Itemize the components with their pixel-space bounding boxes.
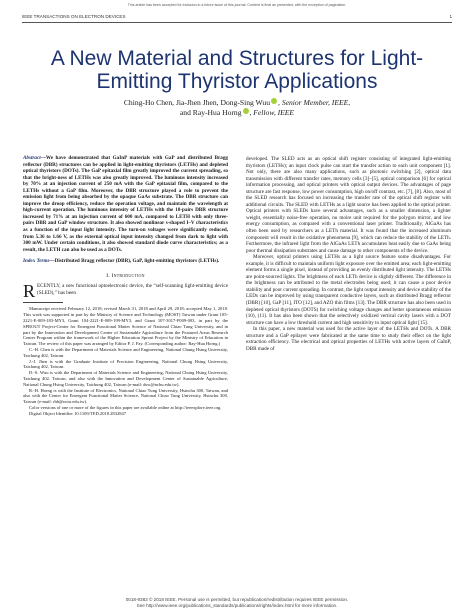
section-heading-introduction: I. Introduction [106, 272, 145, 279]
copyright-line-2: See http://www.ieee.org/publications_standards/publications/rights/index.html for more information. [136, 603, 338, 608]
author-list [22, 98, 452, 118]
paper-title: A New Material and Structures for Light-Emitting Thyristor Applications [50, 47, 424, 93]
drop-cap: R [23, 281, 36, 302]
abstract [23, 155, 228, 253]
orcid-icon[interactable] [271, 98, 277, 104]
footnote-divider [23, 302, 63, 303]
author-line-1 [22, 98, 452, 108]
author-line-2 [22, 108, 452, 118]
copyright-line-1: 0018-9383 © 2018 IEEE. Personal use is permitted, but republication/redistribution requires IEEE permission. [125, 597, 349, 602]
intro-paragraph [23, 281, 228, 302]
footnote-doi: Digital Object Identifier 10.1109/TED.2018.2832847 [29, 410, 127, 416]
running-header [22, 12, 452, 23]
footnote-author-wuu: D.-S. Wuu is with the Department of Materials Science and Engineering, National Chung Hsing University, Taichung 402, Taiwan, and also with the Innovation and Development Center of Sustainable Agriculture, National Chung Hsing University, Taichung 402, Taiwan (e-mail: dsw@nchu.edu.tw). [23, 370, 228, 387]
body-paragraph: developed. The SLED acts as an optical shift register consisting of integrated light-emitting thyristors (LETHs); an input clock pulse can start the transfer action to each unit component [1]. Not only, there are also many applications, such as photonic switching [2], optical data transmission with different transfer rates, memory cells [3]–[5], optical comparison [6] for optical information processing, and optical printers with optical output devices. The advantages of page structure are fast response, low power consumption, high on/off contrast, etc. [7], [8]. Also, most of the SLED research has focused on increasing the transfer rate of the optical shift register with additional circuits. The SLED with LETHs as a light source has been applied to the optical printer. Optical printers with SLEDs have several advantages, such as a smaller dimension, a lighter weight, essentially noise-free operation, no moire unit required for the polygon mirror, and low energy consumption, as compared with a conventional laser printer. Traditionally, AlGaAs has often been used by researchers as a LETh material. It was found that the increased aluminum component will result in the oxidative phenomena [9], which can reduce the stability of the LETh. Furthermore, the infrared light from the AlGaAs LETh accumulates heat easily due to GaAs being poor thermal dissipation substrates and cause damage to other components of the device. [246, 156, 451, 254]
author-names-2: and Ray-Hua Horng [179, 108, 242, 117]
acceptance-note: This article has been accepted for inclusion in a future issue of this journal. Content is final as presented, with the exception of pagination. [127, 3, 347, 7]
body-paragraph: In this paper, a new material was used for the active layer of the LETHs and DOTs. A DBR structure and a GaP epilayer were fabricated at the same time to study their effect on the light extraction efficiency. The electrical and optical properties of LETHs with active layers of GaInP, DBR made of [246, 326, 451, 352]
footnote-manuscript: Manuscript received February 12, 2018; revised March 31, 2018 and April 29, 2018; accepted May 1, 2018. This work was supported in part by the Ministry of Science and Technology (MOST) Taiwan under Grant 105-2221-E-009-183-MY3, Grant 104-2221-E-009-199-MY3, and Grant 107-3017-F009-003, in part by the SPROUT Project-Center for Emergent Functional Matter Science of National Chiao Tung University, and in part by the Innovation and Development Center of Sustainable Agriculture from the Featured Areas Research Center Program within the framework of the Higher Education Sprout Project by the Ministry of Education in Taiwan. The review of this paper was arranged by Editor P. J. Fay. (Corresponding author: Ray-Hua Horng.) [23, 306, 228, 347]
author-affil-1: , Senior Member, IEEE, [278, 98, 351, 107]
left-column [23, 155, 228, 417]
intro-text: a new functional optoelectronic device, the “self-scanning light-emitting device (SLED),” has been [37, 283, 228, 296]
page-number: 1 [449, 14, 452, 19]
journal-name: IEEE TRANSACTIONS ON ELECTRON DEVICES [22, 14, 126, 19]
footnote-author-jhen: J.-J. Jhen is with the Graduate Institute of Precision Engineering, National Chung Hsing University, Taichung 402, Taiwan. [23, 358, 228, 370]
footnote-author-chen: C.-H. Chen is with the Department of Materials Science and Engineering, National Chung Hsing University, Taichung 402, Taiwan. [23, 346, 228, 358]
body-paragraph: Moreover, optical printers using LETHs as a light source feature some disadvantages. For example, it is difficult to maintain uniform light exposure over the emitted area; each light-emitting element forms a single pixel, instead of providing an evenly distributed light intensity. The LETHs are point-sourced lights. The brightness of each LETh device is slightly different. The difference in the brightness can be attributed to the metal electrodes being used; it can cause a poor device stability and poor current spreading. In contrast, the light output intensity and device stability of the LEDs can be improved by using transparent conductive layers, such as distributed Bragg reflector (DBR) [10], GaP [11], ITO [12], and AZO thin films [13]. The DBR structure has also been used in depleted optical thyristors (DOTS) for switching voltage changes and better spontaneous emission (10), (11). It has also been shown that the selectively oxidized vertical cavity lasers with a DOT structure can have a low threshold current and high sensitivity to input optical light [15]. [246, 254, 451, 326]
author-names-1: Ching-Ho Chen, Jia-Jhen Jhen, Dong-Sing Wuu [123, 98, 271, 107]
abstract-text: —We have demonstrated that GaInP materials with GaP and distributed Bragg reflector (DBR) structures can be applied in light-emitting thyristors (LETHs) and depleted optical thyristors (DOTs). The GaP epitaxial film greatly improved the current spreading, so that the bright-ness of LETHs was also greatly improved. The luminous intensity increased by 70% at an injection current of 250 mA with the GaP epitaxial film, compared to the LETHs without a GaP film. Moreover, the DBR structure played a role to prevent the emission light from being absorbed by the opaque GaAs substrate. The DBR structure can improve the droop efficiency, reduce the operation voltage, and maintain the wavelength at high-current operation. The luminous intensity of LETHs with the 18-pairs DBR structure increased by 71% at an injection current of 600 mA, compared to LETH with only three-pairs DBR and GaP window structure. It also showed nonlinear s-shaped I–V characteristics as a function of the input light intensity. The turn-on voltages were significantly reduced, from 5.36 to 1.66 V, as the external optical input intensity changed from dark to light with 300 mW. Under certain conditions, it also showed standard diode curve characteristics; as a result, the LETH can also be used as a DOTs. [23, 155, 228, 253]
footnote-color-figures: Color versions of one or more of the figures in this paper are available online at http://ieeexplore.ieee.org. [29, 404, 222, 410]
abstract-label: Abstract [23, 155, 41, 161]
footnotes [23, 306, 228, 416]
copyright-notice [0, 597, 474, 609]
right-column [246, 156, 451, 352]
index-terms-text: —Distributed Bragg reflector (DBR), GaP, light-emitting thyristors (LETHs). [49, 258, 220, 265]
footnote-author-horng: R.-H. Horng is with the Institute of Electronics, National Chiao Tung University, Hsinchu 300, Taiwan, and also with the Center for Emergent Functional Matter Science, National Chiao Tung University, Hsinchu 300, Taiwan (e-mail: rhh@nctu.edu.tw). [23, 387, 228, 405]
index-terms [23, 258, 228, 265]
index-terms-label: Index Terms [23, 258, 50, 265]
author-affil-2: , Fellow, IEEE [249, 108, 295, 117]
intro-first-word: ECENTLY, [37, 283, 61, 290]
orcid-icon[interactable] [243, 108, 249, 114]
